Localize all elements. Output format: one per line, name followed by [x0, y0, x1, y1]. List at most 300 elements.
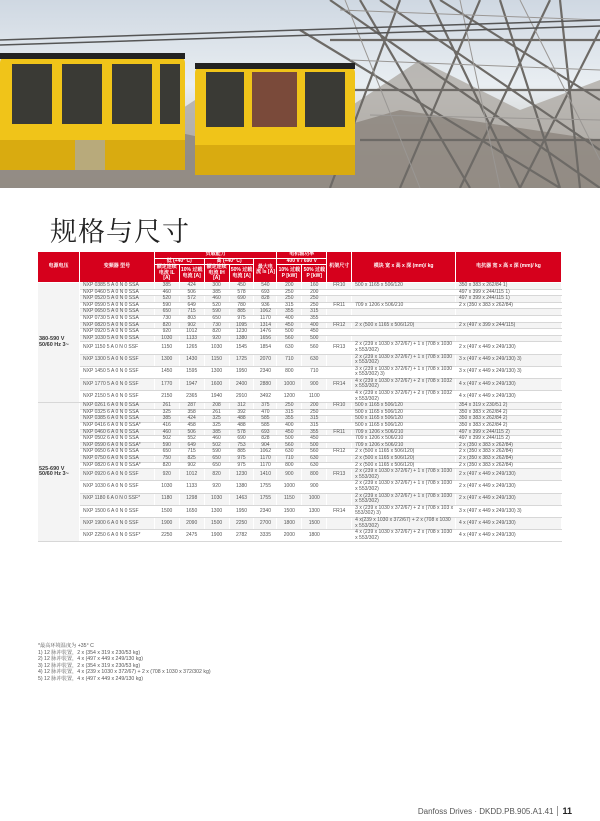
cell-low-cont: 1900 [154, 517, 179, 529]
cell-high-ovl: 885 [229, 449, 254, 456]
cell-model: NXP 0385 6 A 0 N 0 SSA [80, 416, 155, 423]
cell-p10: 450 [277, 322, 302, 329]
cell-dim: 2 x (239 x 1030 x 372/67) + 1 x (708 x 1030 x 553/302) [352, 481, 456, 493]
cell-high-ovl: 578 [229, 429, 254, 436]
cell-p10: 400 [277, 423, 302, 430]
table-row [38, 530, 562, 542]
cell-high-cont: 650 [204, 456, 229, 463]
cell-low-cont: 2250 [154, 530, 179, 542]
cell-high-cont: 820 [204, 469, 229, 481]
cell-dim: 3 x (239 x 1030 x 372/67) + 1 x (708 x 1030 x 553/302) 3) [352, 366, 456, 378]
cell-p50: 800 [302, 469, 327, 481]
cell-model: NXP 1030 6 A 0 N 0 SSF [80, 481, 155, 493]
cell-filter: 497 x 399 x 244/115 1) [456, 289, 562, 296]
cell-high-ovl: 488 [229, 423, 254, 430]
cell-low-ovl: 2365 [179, 391, 204, 403]
cell-dim [352, 309, 456, 316]
cell-max: 1062 [254, 449, 277, 456]
cell-p50: 250 [302, 409, 327, 416]
cell-model: NXP 0416 6 A 0 N 0 SSA* [80, 423, 155, 430]
col-high-group: 高 (+40° C) [204, 258, 254, 265]
cell-p10: 900 [277, 469, 302, 481]
cell-p10: 560 [277, 335, 302, 342]
cell-p50: 450 [302, 436, 327, 443]
cell-dim: 2 x (239 x 1030 x 372/67) + 1 x (708 x 1030 x 553/302) [352, 469, 456, 481]
cell-frame [327, 391, 352, 403]
cell-high-ovl: 753 [229, 442, 254, 449]
cell-low-ovl: 572 [179, 296, 204, 303]
cell-max: 2880 [254, 378, 277, 390]
cell-filter: 4 x (497 x 449 x 249/130) [456, 517, 562, 529]
cell-dim: 2 x (239 x 1030 x 372/67) + 1 x (708 x 1030 x 553/302) [352, 493, 456, 505]
cell-low-ovl: 1012 [179, 329, 204, 336]
table-row [38, 335, 562, 342]
cell-low-ovl: 1265 [179, 342, 204, 354]
cell-frame [327, 289, 352, 296]
cell-p50: 355 [302, 315, 327, 322]
cell-high-cont: 385 [204, 429, 229, 436]
cell-frame [327, 366, 352, 378]
cell-high-ovl: 2910 [229, 391, 254, 403]
cell-low-cont: 920 [154, 469, 179, 481]
cell-low-cont: 590 [154, 302, 179, 309]
cell-p50: 200 [302, 403, 327, 410]
cell-high-ovl: 1095 [229, 322, 254, 329]
cell-dim: 2 x (239 x 1030 x 372/67) + 1 x (708 x 1030 x 553/302) [352, 354, 456, 366]
cell-model: NXP 0650 6 A 0 N 0 SSA [80, 449, 155, 456]
cell-filter: 2 x (497 x 399 x 244/115) [456, 322, 562, 329]
cell-frame: FR10 [327, 403, 352, 410]
cell-filter: 497 x 399 x 244/115 1) [456, 296, 562, 303]
cell-high-cont: 590 [204, 309, 229, 316]
cell-high-ovl: 392 [229, 409, 254, 416]
cell-filter: 3 x (497 x 449 x 249/130) 3) [456, 354, 562, 366]
cell-p50: 1800 [302, 530, 327, 542]
table-row [38, 517, 562, 529]
cell-model: NXP 1180 6 A 0 N 0 SSF* [80, 493, 155, 505]
cell-high-cont: 300 [204, 282, 229, 289]
cell-high-ovl: 1230 [229, 469, 254, 481]
cell-high-ovl: 690 [229, 436, 254, 443]
cell-frame [327, 493, 352, 505]
cell-frame [327, 517, 352, 529]
cell-filter: 2 x (497 x 449 x 249/130) [456, 493, 562, 505]
cell-frame: FR14 [327, 378, 352, 390]
cell-frame [327, 481, 352, 493]
cell-filter: 497 x 399 x 244/115 2) [456, 429, 562, 436]
cell-max: 1854 [254, 342, 277, 354]
cell-dim: 4 x (239 x 1030 x 372/67) + 2 x (708 x 1032 x 553/302) [352, 378, 456, 390]
cell-p50: 250 [302, 302, 327, 309]
cell-max: 585 [254, 416, 277, 423]
cell-low-ovl: 506 [179, 289, 204, 296]
cell-high-ovl: 1380 [229, 335, 254, 342]
cell-dim [352, 289, 456, 296]
cell-low-cont: 502 [154, 436, 179, 443]
cell-filter: 3 x (497 x 449 x 249/130) 3) [456, 366, 562, 378]
voltage-group-cell: 380-590 V 50/60 Hz 3~ [38, 282, 80, 402]
cell-p10: 710 [277, 456, 302, 463]
cell-model: NXP 0750 6 A 0 N 0 SSA [80, 456, 155, 463]
cell-filter [456, 329, 562, 336]
footnote: *最高环境温度为 +35° C [38, 643, 94, 649]
cell-low-ovl: 458 [179, 423, 204, 430]
cell-high-ovl: 1463 [229, 493, 254, 505]
cell-model: NXP 0730 5 A 0 N 0 SSA [80, 315, 155, 322]
cell-p10: 355 [277, 309, 302, 316]
cell-dim: 500 x 1165 x 506/120 [352, 423, 456, 430]
cell-max: 936 [254, 302, 277, 309]
cell-p50: 630 [302, 462, 327, 469]
cell-low-cont: 460 [154, 429, 179, 436]
cell-model: NXP 1300 5 A 0 N 0 SSF [80, 354, 155, 366]
cell-high-ovl: 1380 [229, 481, 254, 493]
cell-p10: 560 [277, 442, 302, 449]
spec-table-container [38, 252, 562, 542]
cell-filter: 2 x (350 x 383 x 262/84) [456, 449, 562, 456]
cell-p50: 900 [302, 481, 327, 493]
cabin-left [0, 53, 185, 170]
cell-frame: FR12 [327, 322, 352, 329]
cell-filter: 497 x 399 x 244/115 2) [456, 436, 562, 443]
cell-filter: 3 x (497 x 449 x 249/130) 3) [456, 505, 562, 517]
cell-p50: 1500 [302, 517, 327, 529]
doc-reference: Danfoss Drives · DKDD.PB.905.A1.41 [417, 807, 554, 816]
cell-low-ovl: 552 [179, 436, 204, 443]
cell-filter: 2 x (350 x 383 x 262/84) [456, 442, 562, 449]
cell-p50: 315 [302, 423, 327, 430]
cell-high-cont: 1300 [204, 366, 229, 378]
cell-low-cont: 590 [154, 442, 179, 449]
cell-high-cont: 261 [204, 409, 229, 416]
cell-low-cont: 2150 [154, 391, 179, 403]
cell-filter: 4 x (497 x 449 x 249/130) [456, 391, 562, 403]
cell-model: NXP 0590 6 A 0 N 0 SSA* [80, 442, 155, 449]
hero-photo [0, 0, 600, 188]
cell-max: 2700 [254, 517, 277, 529]
cell-low-cont: 920 [154, 329, 179, 336]
spec-table [38, 252, 562, 542]
cell-model: NXP 0460 5 A 0 N 0 SSA [80, 289, 155, 296]
cell-max: 540 [254, 282, 277, 289]
cell-p10: 630 [277, 449, 302, 456]
col-load-group: 负载能力 [154, 252, 277, 258]
cell-filter [456, 335, 562, 342]
cell-max: 2070 [254, 354, 277, 366]
cell-model: NXP 1150 5 A 0 N 0 SSF [80, 342, 155, 354]
cell-p50: 560 [302, 342, 327, 354]
col-p10: 10% 过载 P [kW] [277, 265, 302, 283]
cell-high-cont: 1300 [204, 505, 229, 517]
cell-max: 1476 [254, 329, 277, 336]
cell-p10: 500 [277, 436, 302, 443]
cell-model: NXP 0650 5 A 0 N 0 SSA [80, 309, 155, 316]
cell-high-cont: 325 [204, 423, 229, 430]
cell-p50: 1000 [302, 493, 327, 505]
cell-max: 828 [254, 436, 277, 443]
cell-low-ovl: 358 [179, 409, 204, 416]
table-row [38, 342, 562, 354]
col-model: 变频器 型号 [80, 252, 155, 282]
cell-low-cont: 325 [154, 409, 179, 416]
cell-p50: 315 [302, 416, 327, 423]
cell-high-ovl: 975 [229, 315, 254, 322]
cell-model: NXP 0820 6 A 0 N 0 SSA* [80, 462, 155, 469]
cell-filter: 354 x 319 x 230/51 2) [456, 403, 562, 410]
cell-p10: 200 [277, 282, 302, 289]
table-row [38, 469, 562, 481]
cell-p10: 1000 [277, 481, 302, 493]
cell-dim: 500 x 1165 x 506/120 [352, 403, 456, 410]
cell-filter: 350 x 383 x 262/84 2) [456, 423, 562, 430]
cell-filter [456, 309, 562, 316]
cell-high-ovl: 975 [229, 456, 254, 463]
cell-low-cont: 1030 [154, 335, 179, 342]
cell-low-ovl: 649 [179, 302, 204, 309]
cell-p10: 710 [277, 354, 302, 366]
cell-max: 1755 [254, 481, 277, 493]
cell-max: 828 [254, 296, 277, 303]
cell-high-ovl: 1950 [229, 366, 254, 378]
cell-p10: 1500 [277, 505, 302, 517]
cell-high-cont: 1150 [204, 354, 229, 366]
cell-frame [327, 456, 352, 463]
cell-frame: FR14 [327, 505, 352, 517]
cell-low-ovl: 715 [179, 449, 204, 456]
cell-high-cont: 1900 [204, 530, 229, 542]
page-title: 规格与尺寸 [50, 217, 190, 248]
cell-dim: 2 x (239 x 1030 x 372/67) + 1 x (708 x 1030 x 553/302) [352, 342, 456, 354]
cell-dim: 709 x 1206 x 506/210 [352, 429, 456, 436]
cell-model: NXP 0590 5 A 0 N 0 SSA [80, 302, 155, 309]
cell-p50: 900 [302, 378, 327, 390]
cell-p10: 315 [277, 409, 302, 416]
cell-high-ovl: 885 [229, 309, 254, 316]
cell-p10: 800 [277, 462, 302, 469]
table-row [38, 378, 562, 390]
cell-high-cont: 920 [204, 481, 229, 493]
cell-low-ovl: 803 [179, 315, 204, 322]
cell-low-ovl: 902 [179, 322, 204, 329]
cell-low-cont: 1500 [154, 505, 179, 517]
cell-model: NXP 0920 5 A 0 N 0 SSA [80, 329, 155, 336]
cell-p50: 315 [302, 309, 327, 316]
cell-p10: 1200 [277, 391, 302, 403]
cell-high-cont: 590 [204, 449, 229, 456]
cell-low-cont: 385 [154, 282, 179, 289]
cell-low-cont: 1180 [154, 493, 179, 505]
col-high-cont: 额定连续电流 IH [A] [204, 265, 229, 283]
cell-model: NXP 1030 5 A 0 N 0 SSA [80, 335, 155, 342]
cell-low-ovl: 1012 [179, 469, 204, 481]
cell-high-ovl: 1950 [229, 505, 254, 517]
col-max: 最大电流 Is [A] [254, 258, 277, 282]
cell-max: 3335 [254, 530, 277, 542]
cell-high-cont: 502 [204, 442, 229, 449]
cell-model: NXP 0460 6 A 0 N 0 SSA [80, 429, 155, 436]
cell-high-cont: 1600 [204, 378, 229, 390]
cell-model: NXP 0520 5 A 0 N 0 SSA [80, 296, 155, 303]
table-header [38, 252, 562, 282]
cell-dim: 2 x (500 x 1165 x 506/120) [352, 456, 456, 463]
col-low-cont: 额定连续电流 IL [A] [154, 265, 179, 283]
cell-low-ovl: 649 [179, 442, 204, 449]
cell-low-ovl: 715 [179, 309, 204, 316]
cell-max: 693 [254, 429, 277, 436]
footnotes [38, 643, 338, 683]
cell-filter: 2 x (350 x 383 x 262/84) [456, 456, 562, 463]
col-frame: 机架尺寸 [327, 252, 352, 282]
cell-p50: 500 [302, 442, 327, 449]
cell-p50: 630 [302, 354, 327, 366]
table-row [38, 493, 562, 505]
cell-frame: FR11 [327, 302, 352, 309]
cell-dim: 4 x(239 x 1030 x 372/67) + 2 x (708 x 1030 x 553/302) [352, 517, 456, 529]
cell-p10: 450 [277, 429, 302, 436]
cell-low-cont: 750 [154, 456, 179, 463]
cell-low-ovl: 1595 [179, 366, 204, 378]
cell-low-ovl: 506 [179, 429, 204, 436]
cell-low-cont: 416 [154, 423, 179, 430]
cell-dim [352, 329, 456, 336]
cell-low-cont: 1150 [154, 342, 179, 354]
cell-frame: FR11 [327, 429, 352, 436]
cell-low-cont: 1770 [154, 378, 179, 390]
cell-low-ovl: 1650 [179, 505, 204, 517]
cell-dim: 4 x (239 x 1030 x 372/67) + 2 x (708 x 1030 x 553/302) [352, 530, 456, 542]
cell-low-cont: 1300 [154, 354, 179, 366]
cell-p10: 800 [277, 366, 302, 378]
cell-filter: 2 x (497 x 449 x 249/130) [456, 342, 562, 354]
cell-dim: 3 x (239 x 1030 x 372/67) + 2 x (708 x 103 x 553/302) 3) [352, 505, 456, 517]
cell-model: NXP 0502 6 A 0 N 0 SSA [80, 436, 155, 443]
cell-model: NXP 1500 6 A 0 N 0 SSF [80, 505, 155, 517]
cell-frame [327, 335, 352, 342]
cell-frame: FR13 [327, 342, 352, 354]
col-low-group: 低 (+40° C) [154, 258, 204, 265]
cell-model: NXP 0261 6 A 0 N 0 SSA [80, 403, 155, 410]
cell-filter: 350 x 383 x 262/84 2) [456, 409, 562, 416]
cell-max: 3492 [254, 391, 277, 403]
footnote: 3) 12 脉冲装置，2 x (354 x 319 x 230/53 kg) [38, 662, 141, 669]
cell-p50: 630 [302, 456, 327, 463]
cell-max: 1410 [254, 469, 277, 481]
cell-frame [327, 354, 352, 366]
cell-high-ovl: 2400 [229, 378, 254, 390]
cell-low-ovl: 1133 [179, 481, 204, 493]
cell-high-cont: 1500 [204, 517, 229, 529]
cell-high-ovl: 1230 [229, 329, 254, 336]
cell-high-cont: 1940 [204, 391, 229, 403]
cell-high-cont: 520 [204, 302, 229, 309]
cell-high-ovl: 1545 [229, 342, 254, 354]
cell-high-cont: 820 [204, 329, 229, 336]
cell-low-cont: 385 [154, 416, 179, 423]
cell-dim: 500 x 1165 x 506/120 [352, 409, 456, 416]
cell-p50: 400 [302, 322, 327, 329]
cell-max: 904 [254, 442, 277, 449]
cell-low-cont: 460 [154, 289, 179, 296]
cell-model: NXP 1450 5 A 0 N 0 SSF [80, 366, 155, 378]
cell-model: NXP 2150 5 A 0 N 0 SSF [80, 391, 155, 403]
footnote: 4) 12 脉冲装置，4 x (239 x 1030 x 372/67) + 2 x (708 x 1030 x 372/302 kg) [38, 669, 211, 676]
cell-frame [327, 409, 352, 416]
cell-frame [327, 329, 352, 336]
col-filter: 电抗器 宽 x 高 x 深 (mm)/ kg [456, 252, 562, 282]
cell-max: 693 [254, 289, 277, 296]
table-row [38, 354, 562, 366]
cell-p10: 400 [277, 315, 302, 322]
cell-p10: 355 [277, 416, 302, 423]
cell-p50: 710 [302, 366, 327, 378]
cell-low-cont: 1030 [154, 481, 179, 493]
cell-dim: 2 x (500 x 1165 x 506/120) [352, 322, 456, 329]
cell-frame [327, 436, 352, 443]
cell-low-cont: 820 [154, 462, 179, 469]
cell-max: 1062 [254, 309, 277, 316]
cell-dim: 2 x (500 x 1165 x 506/120) [352, 462, 456, 469]
cell-filter: 2 x (497 x 449 x 249/130) [456, 469, 562, 481]
cell-max: 375 [254, 403, 277, 410]
footnote: 1) 12 脉冲装置，2 x (354 x 319 x 230/53 kg) [38, 649, 141, 656]
cell-low-cont: 650 [154, 449, 179, 456]
cell-frame: FR10 [327, 282, 352, 289]
cell-high-cont: 920 [204, 335, 229, 342]
page-number: 11 [562, 806, 572, 816]
cell-frame: FR12 [327, 449, 352, 456]
col-voltage: 电源电压 [38, 252, 80, 282]
cell-high-cont: 1030 [204, 493, 229, 505]
cell-low-cont: 820 [154, 322, 179, 329]
cell-p10: 250 [277, 403, 302, 410]
cell-max: 1656 [254, 335, 277, 342]
cell-high-cont: 325 [204, 416, 229, 423]
cell-low-cont: 730 [154, 315, 179, 322]
cell-p50: 355 [302, 429, 327, 436]
cell-high-cont: 460 [204, 296, 229, 303]
col-high-ovl: 50% 过载电流 [A] [229, 265, 254, 283]
cell-p10: 1000 [277, 378, 302, 390]
cell-max: 2340 [254, 505, 277, 517]
cell-model: NXP 0385 5 A 0 N 0 SSA [80, 282, 155, 289]
cell-low-cont: 650 [154, 309, 179, 316]
footer-divider [557, 806, 558, 816]
cell-low-ovl: 1430 [179, 354, 204, 366]
cell-model: NXP 2250 6 A 0 N 0 SSF* [80, 530, 155, 542]
cell-high-ovl: 690 [229, 296, 254, 303]
cell-p50: 450 [302, 329, 327, 336]
cell-model: NXP 0820 5 A 0 N 0 SSA [80, 322, 155, 329]
cell-p50: 200 [302, 289, 327, 296]
cell-p50: 250 [302, 296, 327, 303]
cell-low-ovl: 1947 [179, 378, 204, 390]
cell-dim: 4 x (239 x 1030 x 372/67) + 2 x (708 x 1032 x 553/302) [352, 391, 456, 403]
cell-max: 1170 [254, 456, 277, 463]
cell-high-ovl: 312 [229, 403, 254, 410]
cell-frame [327, 416, 352, 423]
cell-filter: 350 x 383 x 262/84 2) [456, 416, 562, 423]
cell-max: 2340 [254, 366, 277, 378]
cell-p50: 1300 [302, 505, 327, 517]
table-row [38, 391, 562, 403]
cell-low-ovl: 1133 [179, 335, 204, 342]
cell-p10: 250 [277, 296, 302, 303]
cell-high-cont: 650 [204, 315, 229, 322]
cell-p10: 500 [277, 329, 302, 336]
cell-low-ovl: 287 [179, 403, 204, 410]
cell-model: NXP 1770 5 A 0 N 0 SSF [80, 378, 155, 390]
cell-dim: 500 x 1165 x 506/120 [352, 282, 456, 289]
